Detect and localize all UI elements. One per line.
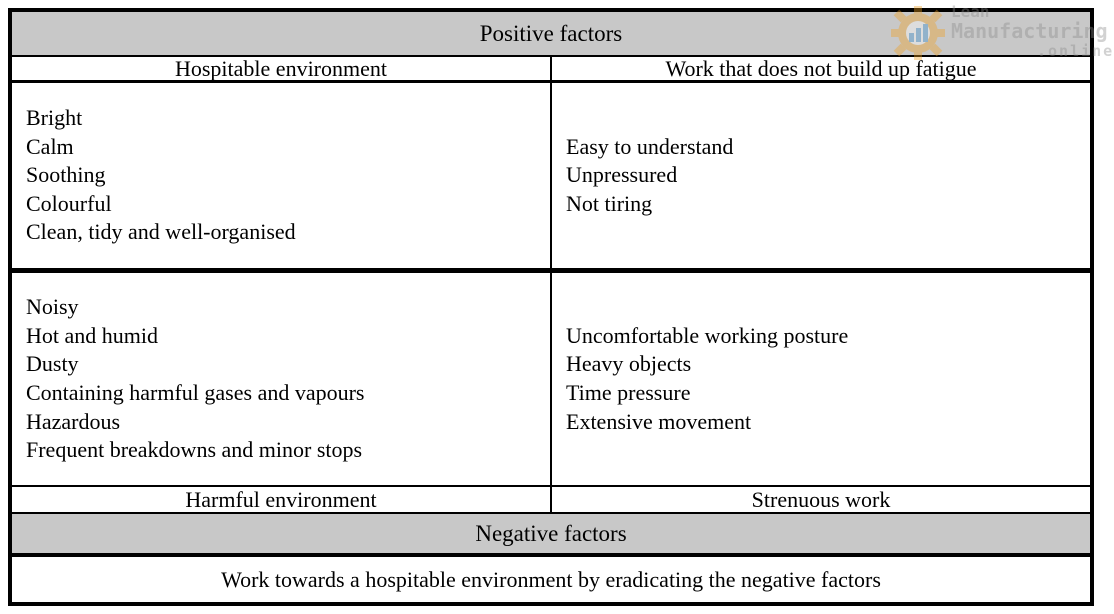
positive-environment-list xyxy=(12,83,550,268)
conclusion-text: Work towards a hospitable environment by eradicating the negative factors xyxy=(221,566,881,592)
list-item: Hazardous xyxy=(26,408,121,434)
list-item: Easy to understand xyxy=(566,133,734,159)
top-column-headers xyxy=(12,55,1090,83)
list-item: Uncomfortable working posture xyxy=(566,322,849,348)
positive-factors-row xyxy=(12,83,1090,273)
positive-work-list xyxy=(550,83,1090,268)
watermark-line-1: Lean xyxy=(951,2,990,21)
harmful-environment-header: Harmful environment xyxy=(185,486,377,512)
positive-factors-label: Positive factors xyxy=(479,20,623,46)
list-item: Colourful xyxy=(26,190,112,216)
positive-factors-header xyxy=(12,12,1090,55)
list-item: Calm xyxy=(26,133,74,159)
negative-environment-list xyxy=(12,273,550,485)
list-item: Hot and humid xyxy=(26,322,158,348)
negative-work-list xyxy=(550,273,1090,485)
list-item: Unpressured xyxy=(566,162,678,188)
factors-table xyxy=(8,8,1094,606)
list-item: Not tiring xyxy=(566,190,653,216)
list-item: Heavy objects xyxy=(566,351,692,377)
list-item: Containing harmful gases and vapours xyxy=(26,380,365,405)
negative-factors-header xyxy=(12,514,1090,557)
list-item: Dusty xyxy=(26,351,79,377)
hospitable-environment-header: Hospitable environment xyxy=(174,55,387,81)
list-item: Time pressure xyxy=(566,380,691,405)
negative-factors-label: Negative factors xyxy=(475,520,627,546)
bottom-column-headers xyxy=(12,485,1090,514)
strenuous-work-header: Strenuous work xyxy=(550,487,1090,512)
list-item: Extensive movement xyxy=(566,408,752,434)
list-item: Noisy xyxy=(26,294,79,320)
watermark-line-3: .online xyxy=(1037,42,1114,60)
list-item: Bright xyxy=(26,105,83,131)
list-item: Frequent breakdowns and minor stops xyxy=(26,437,363,463)
negative-factors-row xyxy=(12,273,1090,485)
no-fatigue-work-header: Work that does not build up fatigue xyxy=(550,56,1090,82)
list-item: Soothing xyxy=(26,162,106,188)
watermark-line-2: Manufacturing xyxy=(951,19,1108,43)
conclusion-row xyxy=(12,557,1090,602)
list-item: Clean, tidy and well-organised xyxy=(26,219,296,245)
